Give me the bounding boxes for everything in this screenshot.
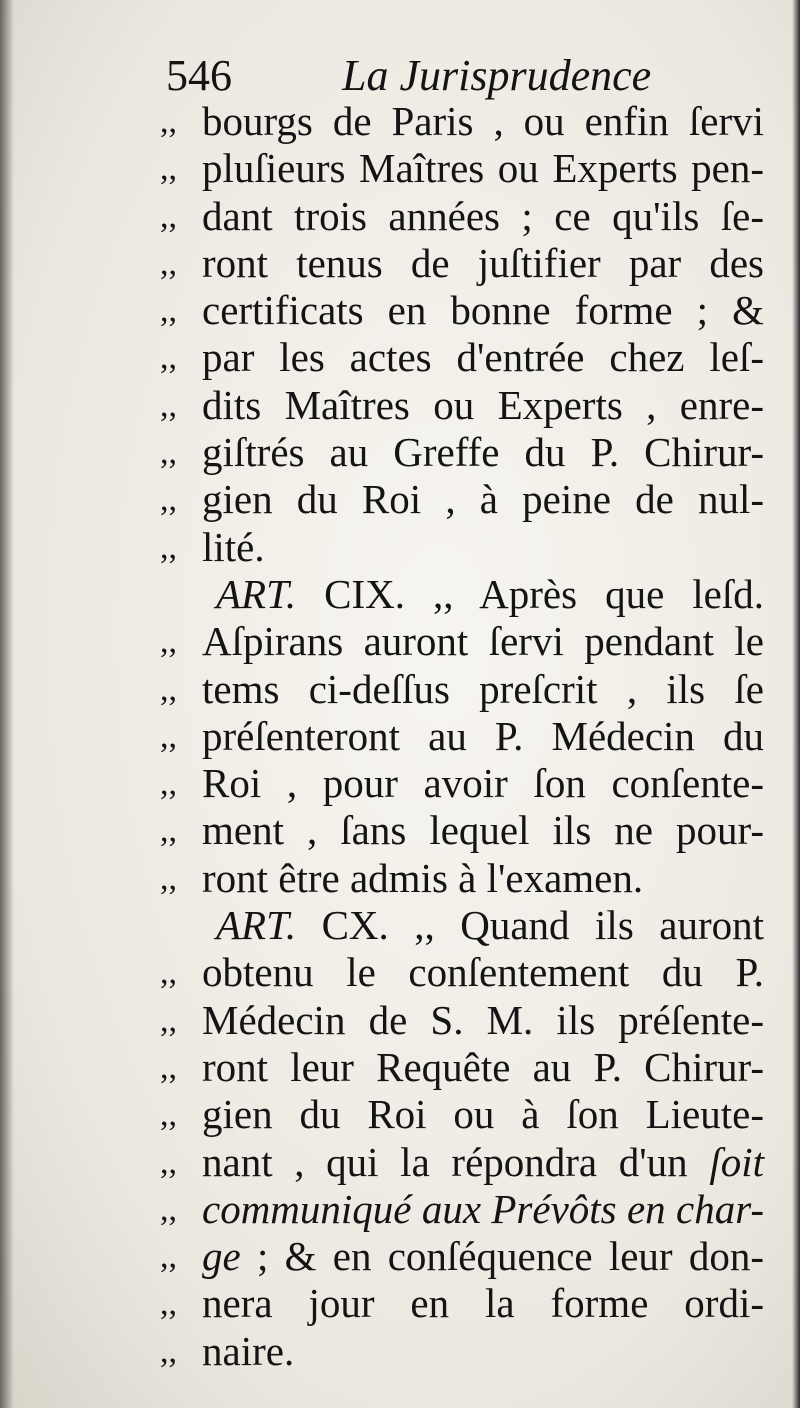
text-line <box>160 949 770 996</box>
line-text: préſenteront au P. Médecin du <box>202 712 764 759</box>
quote-mark: ,, <box>160 765 177 803</box>
quote-mark: ,, <box>160 1048 177 1086</box>
text-line <box>160 145 770 192</box>
text-line <box>160 1091 770 1138</box>
line-text: ART. CIX. ,, Après que leſd. <box>216 570 764 617</box>
text-line <box>160 666 770 713</box>
line-text: certificats en bonne forme ; & <box>202 287 764 334</box>
quote-mark: ,, <box>160 434 177 472</box>
line-text: bourgs de Paris , ou enfin ſervi <box>202 98 764 144</box>
page-number: 546 <box>166 51 232 100</box>
text-line <box>160 571 770 618</box>
line-text: ront être admis à l'examen. <box>202 854 644 901</box>
page-header <box>160 48 760 104</box>
text-line <box>160 1044 770 1091</box>
text-line <box>160 618 770 665</box>
line-text: giſtrés au Greffe du P. Chirur- <box>202 429 764 476</box>
text-line <box>160 1139 770 1186</box>
text-line <box>160 476 770 523</box>
quote-mark: ,, <box>160 1001 177 1039</box>
line-text: lité. <box>202 523 265 570</box>
quote-mark: ,, <box>160 103 177 140</box>
quote-mark: ,, <box>160 623 177 661</box>
page-edge-shadow <box>792 0 800 1408</box>
quote-mark: ,, <box>160 812 177 850</box>
line-text: gien du Roi , à peine de nul- <box>202 476 764 523</box>
page-spine-shadow <box>0 0 14 1408</box>
line-text: ront tenus de juſtifier par des <box>202 239 764 286</box>
text-line <box>160 524 770 571</box>
line-text: obtenu le conſentement du P. <box>202 949 764 996</box>
line-text: par les actes d'entrée chez leſ- <box>202 334 764 381</box>
quote-mark: ,, <box>160 197 177 235</box>
text-line <box>160 902 770 949</box>
line-text: ART. CX. ,, Quand ils auront <box>216 902 764 949</box>
text-line <box>160 287 770 334</box>
running-title: La Jurisprudence <box>342 51 652 100</box>
quote-mark: ,, <box>160 954 177 992</box>
quote-mark: ,, <box>160 717 177 755</box>
quote-mark: ,, <box>160 244 177 282</box>
text-line <box>160 997 770 1044</box>
line-text: nera jour en la forme ordi- <box>202 1280 764 1327</box>
line-text: dits Maîtres ou Experts , enre- <box>202 381 764 428</box>
line-text: Roi , pour avoir ſon conſente- <box>202 760 764 807</box>
quote-mark: ,, <box>160 670 177 708</box>
text-line <box>160 429 770 476</box>
line-text: communiqué aux Prévôts en char- <box>202 1185 764 1232</box>
line-text: dant trois années ; ce qu'ils ſe- <box>202 192 764 239</box>
text-line <box>160 1233 770 1280</box>
quote-mark: ,, <box>160 386 177 424</box>
quote-mark: ,, <box>160 339 177 377</box>
quote-mark: ,, <box>160 1332 177 1370</box>
quote-mark: ,, <box>160 1143 177 1181</box>
quote-mark: ,, <box>160 481 177 519</box>
line-text: ront leur Requête au P. Chirur- <box>202 1043 764 1090</box>
quote-mark: ,, <box>160 1238 177 1276</box>
text-line <box>160 1186 770 1233</box>
text-line <box>160 240 770 287</box>
text-line <box>160 382 770 429</box>
line-text: pluſieurs Maîtres ou Experts pen- <box>202 145 764 192</box>
line-text: tems ci-deſſus preſcrit , ils ſe <box>202 665 764 712</box>
quote-mark: ,, <box>160 150 177 188</box>
quote-mark: ,, <box>160 1190 177 1228</box>
line-text: nant , qui la répondra d'un ſoit <box>202 1138 764 1185</box>
quote-mark: ,, <box>160 1096 177 1134</box>
text-line <box>160 334 770 381</box>
text-line <box>160 193 770 240</box>
line-text: gien du Roi ou à ſon Lieute- <box>202 1091 764 1138</box>
quote-mark: ,, <box>160 292 177 330</box>
quote-mark: ,, <box>160 859 177 897</box>
text-line <box>160 1280 770 1327</box>
line-text: naire. <box>202 1327 295 1374</box>
line-text: Aſpirans auront ſervi pendant le <box>202 618 764 665</box>
body-text <box>160 98 770 1375</box>
quote-mark: ,, <box>160 528 177 566</box>
text-line <box>160 713 770 760</box>
text-line <box>160 98 770 145</box>
line-text: Médecin de S. M. ils préſente- <box>202 996 764 1043</box>
text-line <box>160 855 770 902</box>
quote-mark: ,, <box>160 1285 177 1323</box>
text-line <box>160 807 770 854</box>
line-text: ment , ſans lequel ils ne pour- <box>202 807 764 854</box>
text-line <box>160 1328 770 1375</box>
text-line <box>160 760 770 807</box>
line-text: ge ; & en conſéquence leur don- <box>202 1233 764 1280</box>
